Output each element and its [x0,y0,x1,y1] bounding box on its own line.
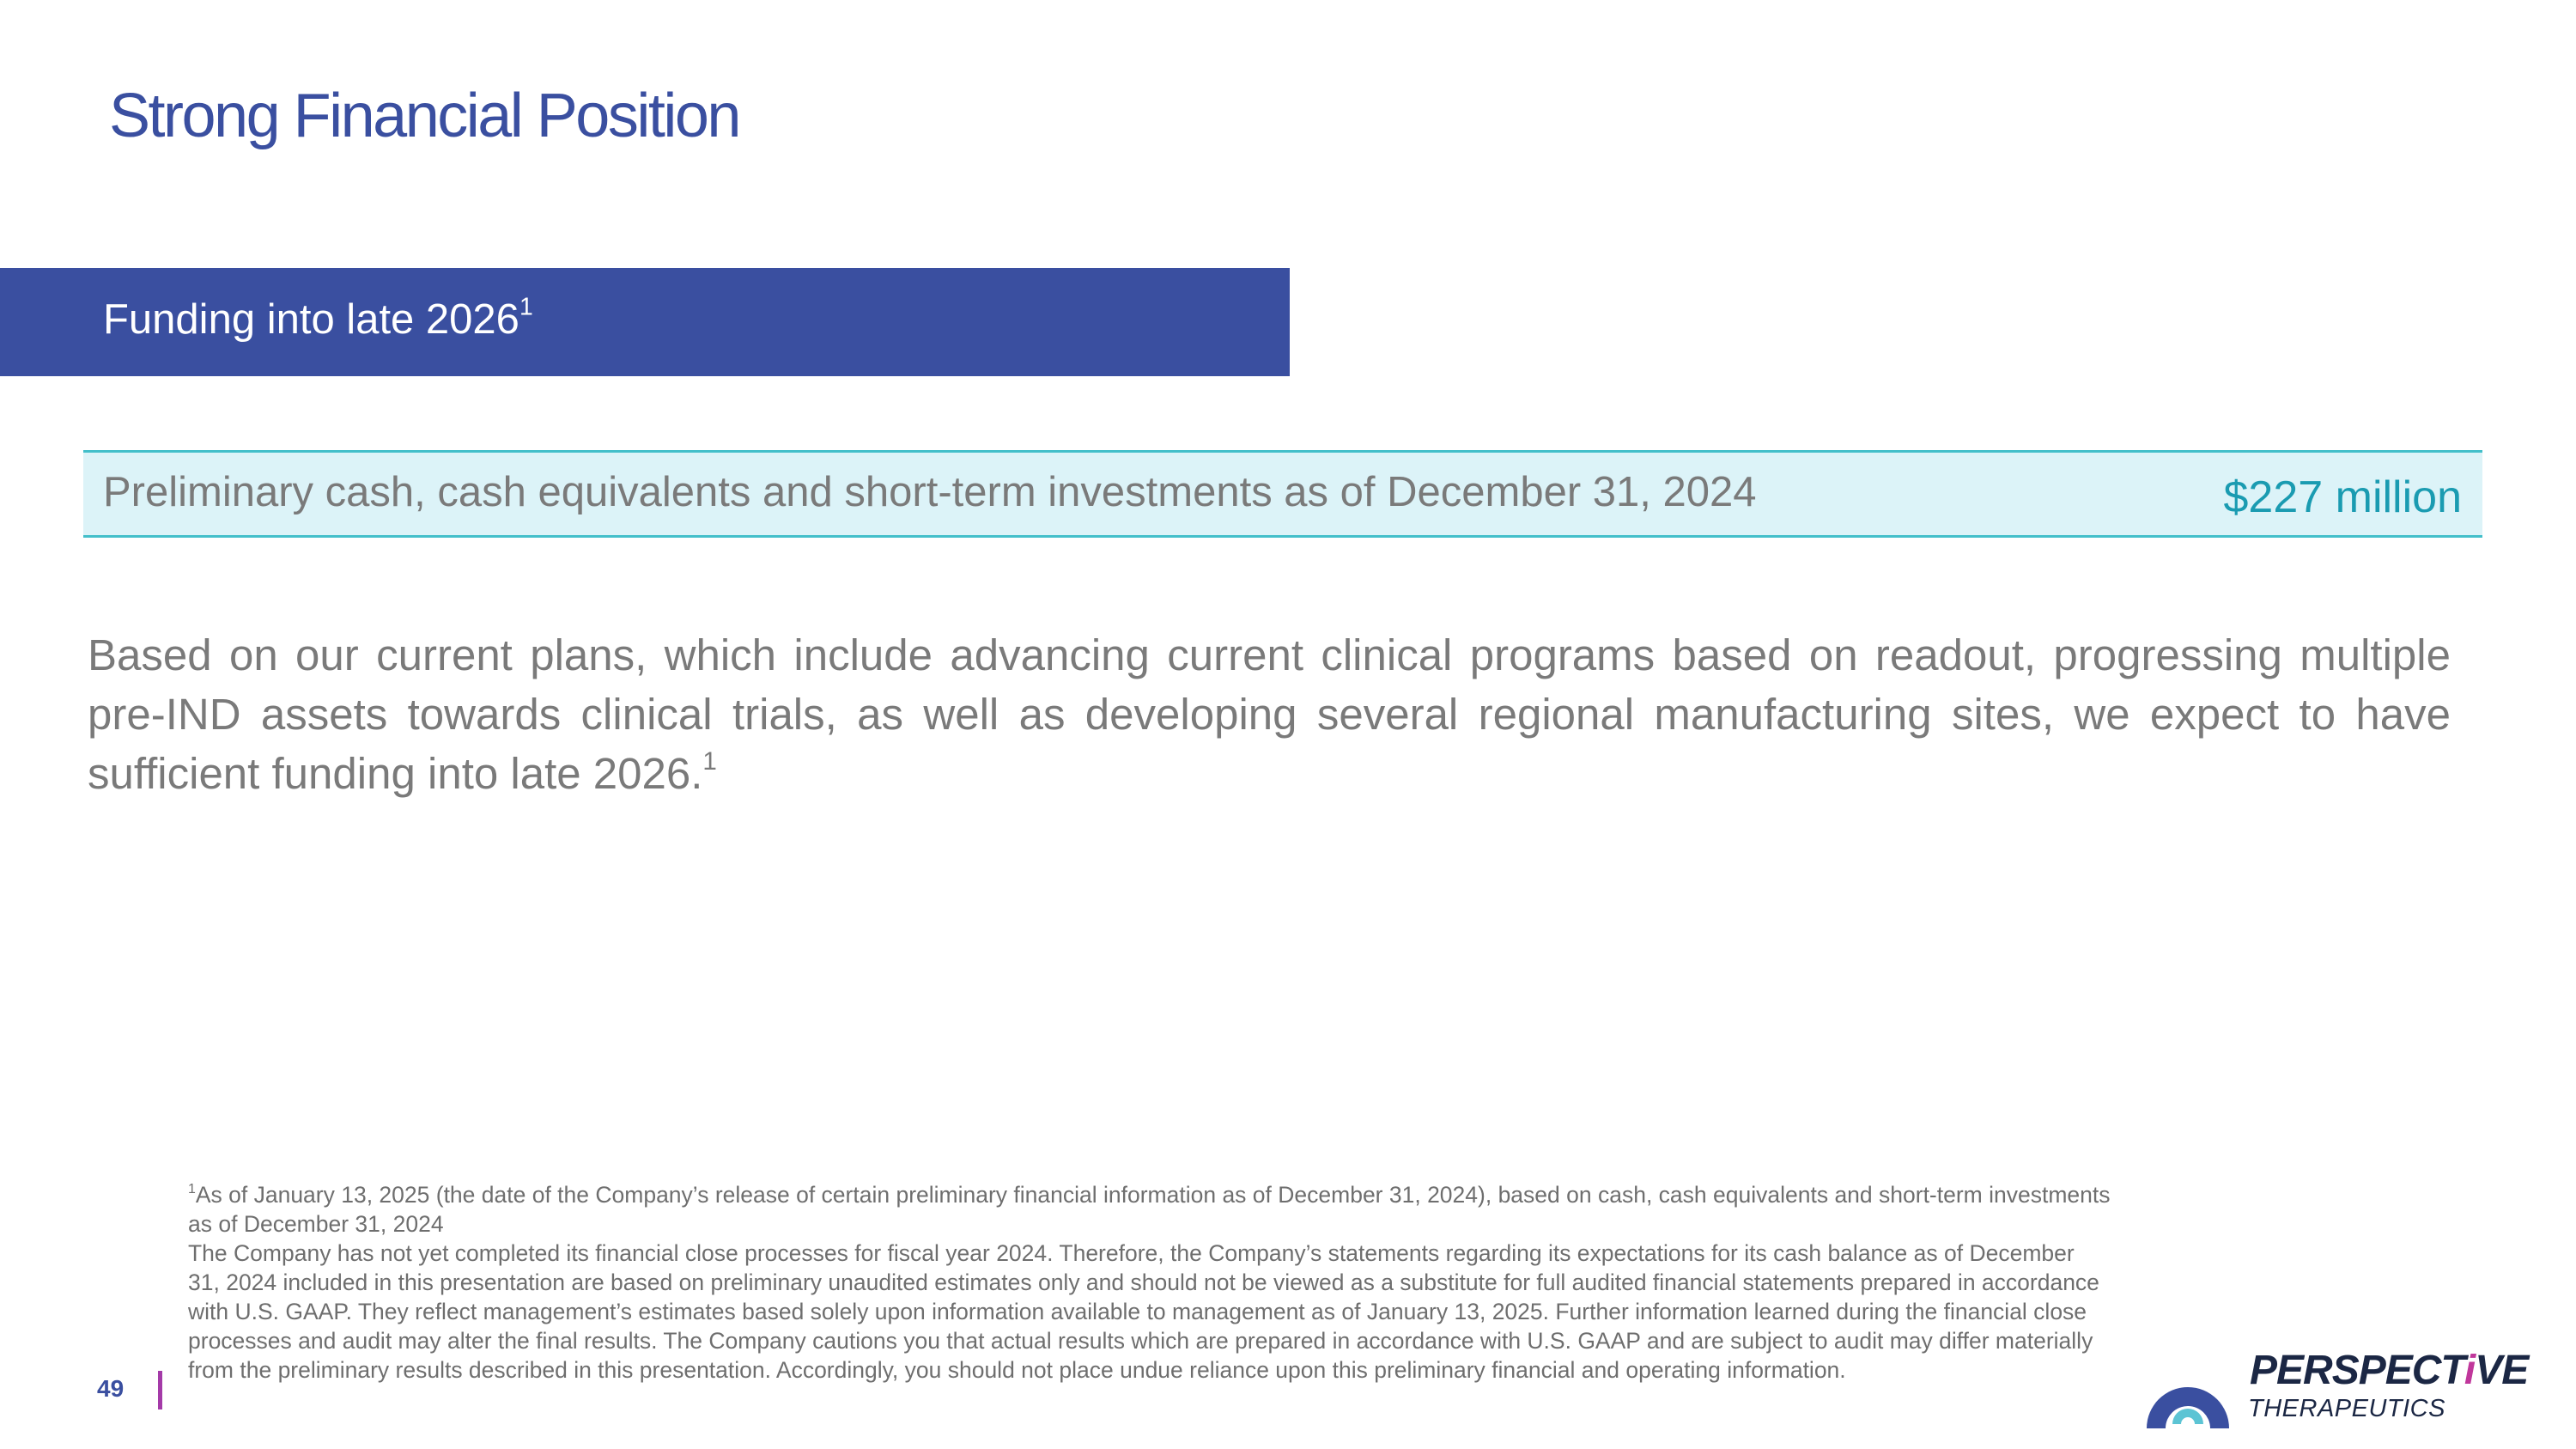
company-logo [2140,1340,2529,1434]
footnote [188,1180,2111,1385]
cash-value: $227 million [2223,472,2462,522]
logo-mark-icon [2140,1340,2236,1431]
footnote-line-1 [188,1180,2111,1239]
logo-word-prefix: PERSPECT [2250,1348,2464,1393]
banner-text [103,294,533,346]
funding-banner [0,268,1290,376]
footnote-line-1-text: As of January 13, 2025 (the date of the Company’s release of certain preliminary financial information as of December 31, 2024), based on cash, cash equivalents and short-term investments as of December 31, 2024 [188,1182,2111,1237]
footnote-marker: 1 [188,1181,196,1196]
funding-statement-footnote-marker: 1 [702,746,717,776]
page-number-divider [158,1371,162,1409]
footnote-line-2: The Company has not yet completed its financial close processes for fiscal year 2024. Therefore, the Company’s statements regarding its expectations for its cash balance as of December 31, 2024 included in this presentation are based on preliminary unaudited estimates only and should not be viewed as a substitute for full audited financial statements prepared in accordance with U.S. GAAP. They reflect management’s estimates based solely upon information available to management as of January 13, 2025. Further information learned during the financial close processes and audit may alter the final results. The Company cautions you that actual results which are prepared in accordance with U.S. GAAP and are subject to audit may differ materially from the preliminary results described in this presentation. Accordingly, you should not place undue reliance upon this preliminary financial and operating information. [188,1240,2099,1383]
funding-statement-text: Based on our current plans, which include advancing current clinical programs based on readout, progressing multiple pre-IND assets towards clinical trials, as well as developing several regional manufacturing sites, we expect to have sufficient funding into late 2026. [88,630,2451,798]
logo-word-suffix: VE [2475,1348,2529,1393]
logo-wordmark [2250,1350,2528,1391]
logo-word-accent: i [2464,1348,2476,1393]
cash-summary-row [83,450,2482,538]
page-number: 49 [97,1375,125,1402]
banner-footnote-marker: 1 [519,293,533,321]
banner-label: Funding into late 2026 [103,296,519,343]
cash-label: Preliminary cash, cash equivalents and short-term investments as of December 31, 2024 [103,469,1757,515]
logo-subtitle: THERAPEUTICS [2248,1395,2445,1422]
funding-statement [88,625,2451,803]
slide-title: Strong Financial Position [109,82,739,150]
